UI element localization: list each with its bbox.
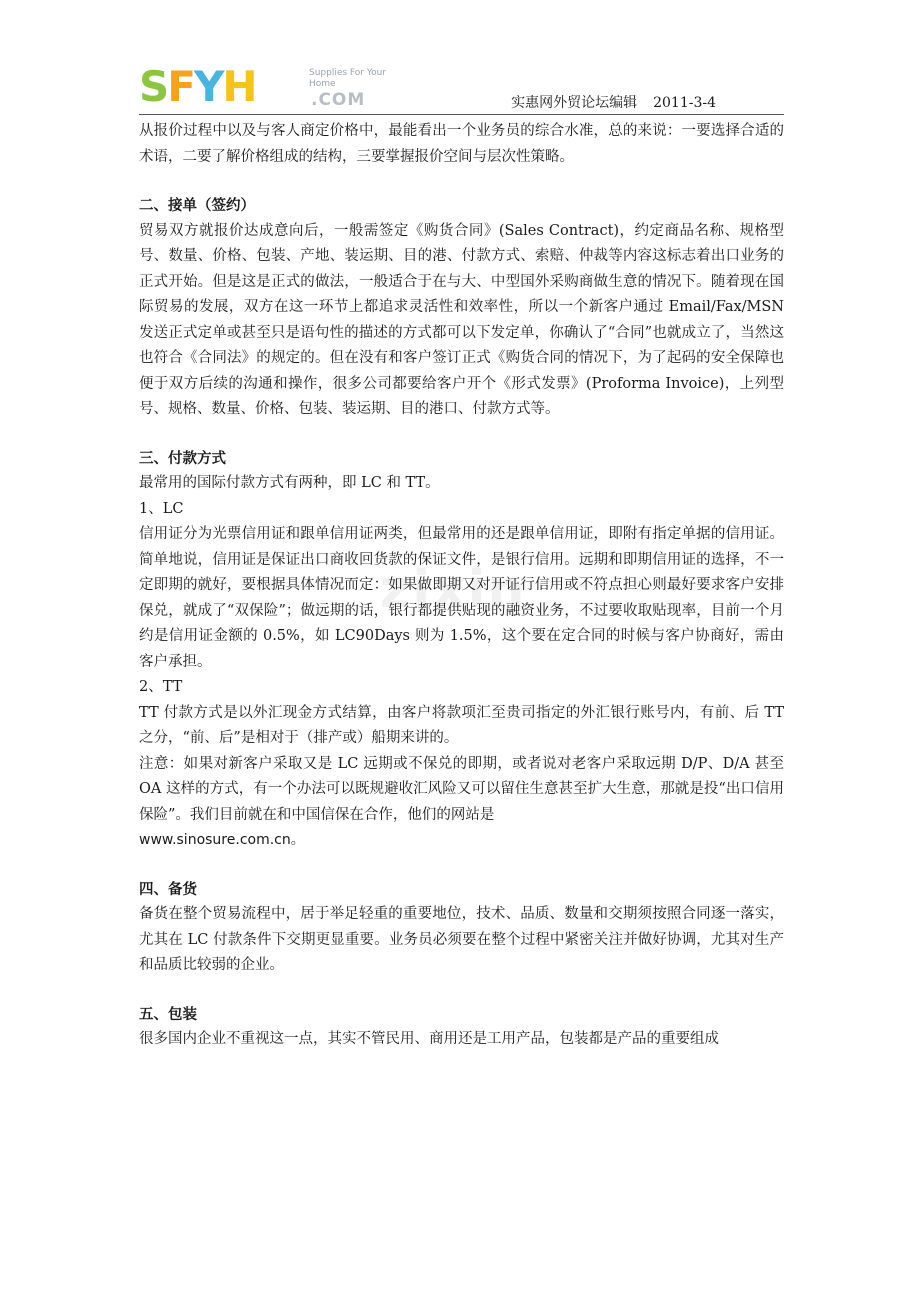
stock-paragraph: 备货在整个贸易流程中，居于举足轻重的重要地位，技术、品质、数量和交期须按照合同逐一落实，尤其在 LC 付款条件下交期更显重要。业务员必须要在整个过程中紧密关注并做好协调，尤其对生产和品质比较弱的企业。 [139, 906, 784, 973]
page-header [139, 62, 784, 115]
tt-paragraph: TT 付款方式是以外汇现金方式结算，由客户将款项汇至贵司指定的外汇银行账号内，有前、后 TT 之分，“前、后”是相对于（排产或）船期来讲的。 [139, 704, 784, 746]
section-heading-contract: 二、接单（签约） [139, 197, 255, 214]
lc-paragraph: 信用证分为光票信用证和跟单信用证两类，但最常用的还是跟单信用证，即附有指定单据的信用证。简单地说，信用证是保证出口商收回货款的保证文件，是银行信用。远期和即期信用证的选择，不一定即期的就好，要根据具体情况而定：如果做即期又对开证行信用或不符点担心则最好要求客户安排保兑，就成了“双保险”；做远期的话，银行都提供贴现的融资业务，不过要收取贴现率，目前一个月约是信用证金额的 0.5%，如 LC90Days 则为 1.5%，这个要在定合同的时候与客户协商好，需由客户承担。 [139, 526, 784, 670]
header-date: 2011-3-4 [653, 95, 716, 111]
article-body [139, 119, 784, 1053]
section-heading-stock: 四、备货 [139, 880, 197, 898]
editor-label: 实惠网外贸论坛编辑 [511, 95, 638, 111]
watermark: zixin [380, 560, 527, 620]
tt-subheading: 2、TT [139, 679, 183, 695]
logo-domain: .COM [311, 90, 366, 110]
contract-paragraph: 贸易双方就报价达成意向后，一般需签定《购货合同》(Sales Contract)，约定商品名称、规格型号、数量、价格、包装、产地、装运期、目的港、付款方式、索赔、仲裁等内容这标志着出口业务的正式开始。但是这是正式的做法，一般适合于在与大、中型国外采购商做生意的情况下。随着现在国际贸易的发展，双方在这一环节上都追求灵活性和效率性，所以一个新客户通过 Email/Fax/MSN 发送正式定单或甚至只是语句性的描述的方式都可以下发定单，你确认了“合同”也就成立了，当然这也符合《合同法》的规定的。但在没有和客户签订正式《购货合同的情况下，为了起码的安全保障也便于双方后续的沟通和操作，很多公司都要给客户开个《形式发票》(Proforma Invoice)，上列型号、规格、数量、价格、包装、装运期、目的港口、付款方式等。 [139, 222, 784, 417]
sfyh-logo [139, 64, 399, 110]
note-paragraph: 注意：如果对新客户采取又是 LC 远期或不保兑的即期，或者说对老客户采取远期 D/P、D/A 甚至 OA 这样的方式，有一个办法可以既规避收汇风险又可以留住生意甚至扩大生意，那就是投“出口信用保险”。我们目前就在和中国信保在合作，他们的网站是 [139, 755, 784, 823]
section-heading-packing: 五、包装 [139, 1005, 197, 1023]
intro-paragraph: 从报价过程中以及与客人商定价格中，最能看出一个业务员的综合水准，总的来说：一要选择合适的术语，二要了解价格组成的结构，三要掌握报价空间与层次性策略。 [139, 123, 784, 165]
sinosure-link[interactable]: www.sinosure.com.cn。 [139, 832, 305, 848]
payment-intro: 最常用的国际付款方式有两种，即 LC 和 TT。 [139, 475, 440, 491]
lc-subheading: 1、LC [139, 500, 184, 517]
logo-letters: SFYH [139, 62, 256, 111]
section-heading-payment: 三、付款方式 [139, 449, 226, 467]
packing-paragraph: 很多国内企业不重视这一点，其实不管民用、商用还是工用产品，包装都是产品的重要组成 [139, 1031, 719, 1047]
header-info [511, 92, 716, 112]
logo-tagline: Supplies For Your Home [309, 68, 387, 89]
